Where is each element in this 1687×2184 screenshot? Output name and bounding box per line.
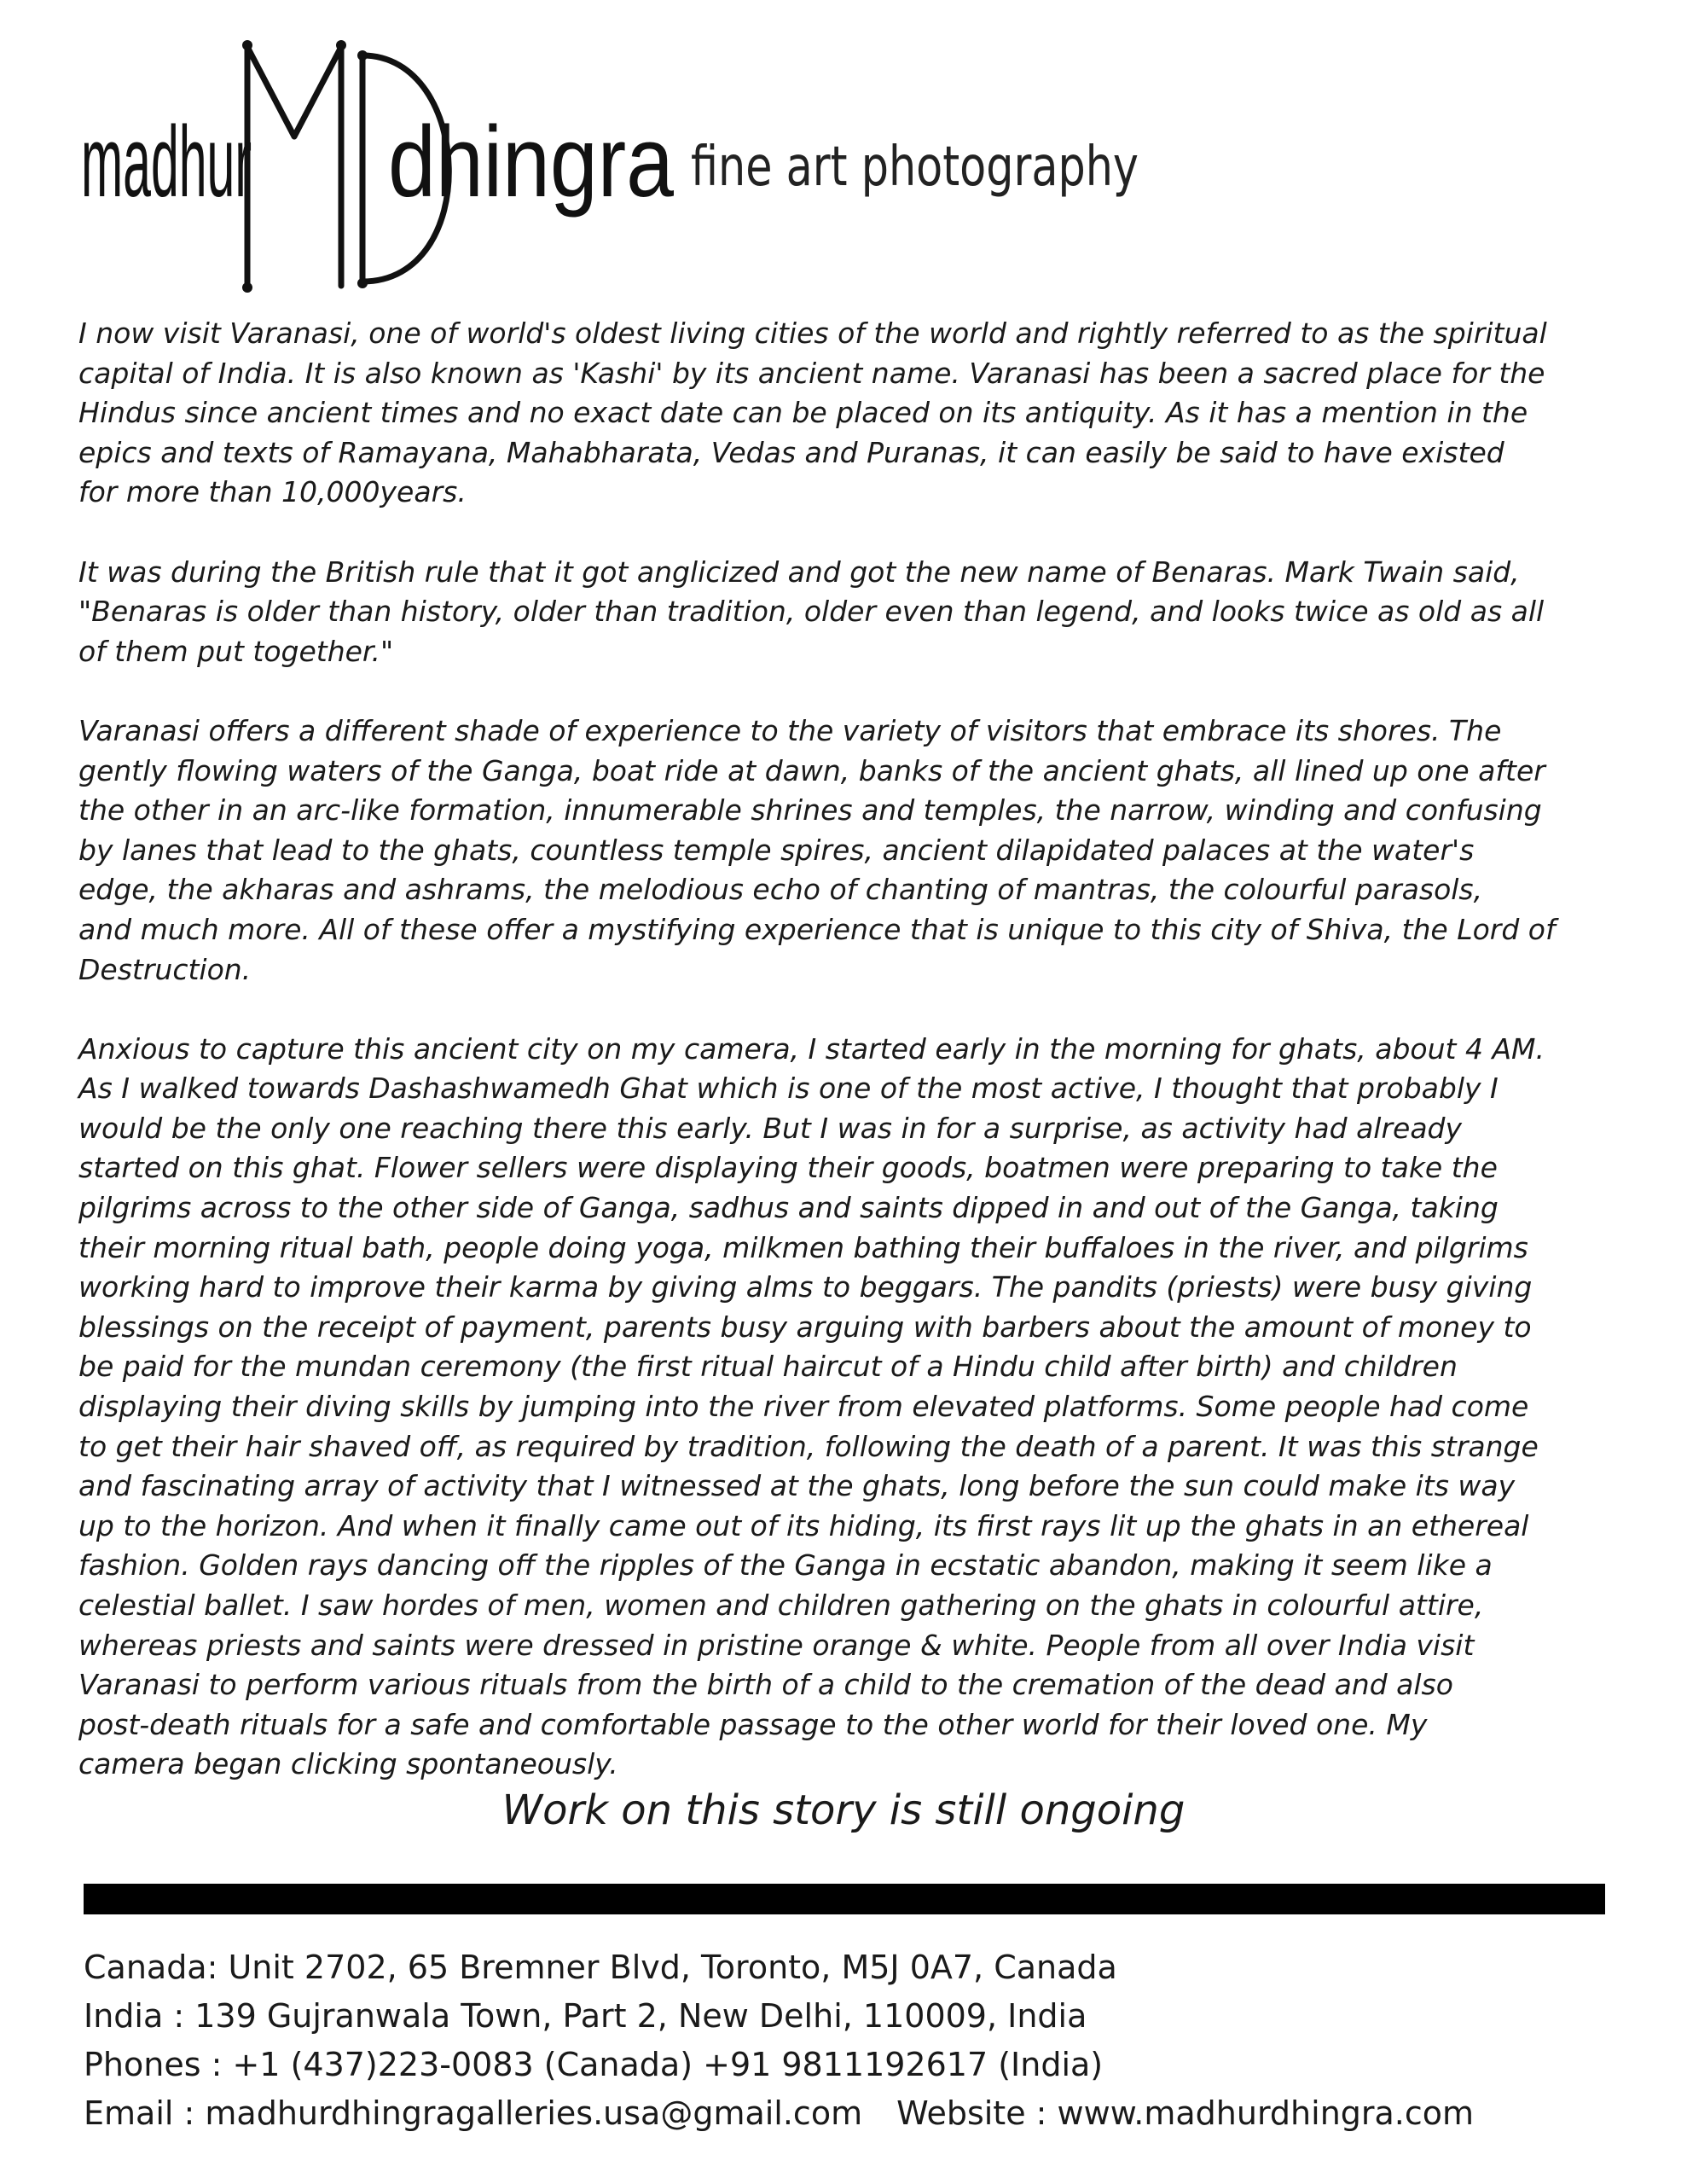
website-link[interactable]: Website : www.madhurdhingra.com [896,2094,1475,2132]
phone-numbers: Phones : +1 (437)223-0083 (Canada) +91 9811192617 (India) [84,2046,1104,2083]
paragraph-intro: I now visit Varanasi, one of world's oldest living cities of the world and rightly referred to as the spiritual capital of India. It is also known as 'Kashi' by its ancient name. Varanasi has been a sacred place for the Hindus since ancient times and no exact date can be placed on its antiquity. As it has a mention in the epics and texts of Ramayana, Mahabharata, Vedas and Puranas, it can easily be said to have existed for more than 10,000years. [78,317,1547,509]
paragraph-benaras: It was during the British rule that it got anglicized and got the new name of Benaras. Mark Twain said, "Benaras is older than history, older than tradition, older even than legend, and looks twice as old as all of them put together." [78,555,1545,668]
ongoing-note: Work on this story is still ongoing [501,1786,1186,1834]
email-website-row [84,2089,1619,2138]
logo-monogram-m [247,47,341,286]
footer-divider-bar [84,1884,1605,1914]
logo-name-first: madhur [81,106,252,218]
email-contact[interactable]: Email : madhurdhingragalleries.usa@gmail.com [84,2094,863,2132]
brand-logo [81,38,1147,303]
paragraph-experience: Varanasi offers a different shade of experience to the variety of visitors that embrace its shores. The gently flowing waters of the Ganga, boat ride at dawn, banks of the ancient ghats, all lined up one after the other in an arc-like formation, innumerable shrines and temples, the narrow, winding and confusing by lanes that lead to the ghats, countless temple spires, ancient dilapidated palaces at the water's edge, the akharas and ashrams, the melodious echo of chanting of mantras, the colourful parasols, and much more. All of these offer a mystifying experience that is unique to this city of Shiva, the Lord of Destruction. [78,713,1556,986]
logo-graphic [81,38,1147,303]
logo-tagline: fine art photography [691,136,1139,199]
article-body [78,314,1614,1825]
address-india: India : 139 Gujranwala Town, Part 2, New Delhi, 110009, India [84,1997,1087,2035]
paragraph-ghats-morning: Anxious to capture this ancient city on my camera, I started early in the morning for ghats, about 4 AM. As I walked towards Dashashwamedh Ghat which is one of the most active, I thought that probably I would be the only one reaching there this early. But I was in for a surprise, as activity had already started on this ghat. Flower sellers were displaying their goods, boatmen were preparing to take the pilgrims across to the other side of Ganga, sadhus and saints dipped in and out of the Ganga, taking their morning ritual bath, people doing yoga, milkmen bathing their buffaloes in the river, and pilgrims working hard to improve their karma by giving alms to beggars. The pandits (priests) were busy giving blessings on the receipt of payment, parents busy arguing with barbers about the amount of money to be paid for the mundan ceremony (the first ritual haircut of a Hindu child after birth) and children displaying their diving skills by jumping into the river from elevated platforms. Some people had come to get their hair shaved off, as required by tradition, following the death of a parent. It was this strange and fascinating array of activity that I witnessed at the ghats, long before the sun could make its way up to the horizon. And when it finally came out of its hiding, its first rays lit up the ghats in an ethereal fashion. Golden rays dancing off the ripples of the Ganga in ecstatic abandon, making it seem like a celestial ballet. I saw hordes of men, women and children gathering on the ghats in colourful attire, whereas priests and saints were dressed in pristine orange & white. People from all over India visit Varanasi to perform various rituals from the birth of a child to the cremation of the dead and also post-death rituals for a safe and comfortable passage to the other world for their loved one. My camera began clicking spontaneously. [78,1031,1545,1781]
logo-name-last: dhingra [388,106,675,218]
contact-block [84,1943,1619,2138]
address-canada: Canada: Unit 2702, 65 Bremner Blvd, Toronto, M5J 0A7, Canada [84,1949,1117,1986]
